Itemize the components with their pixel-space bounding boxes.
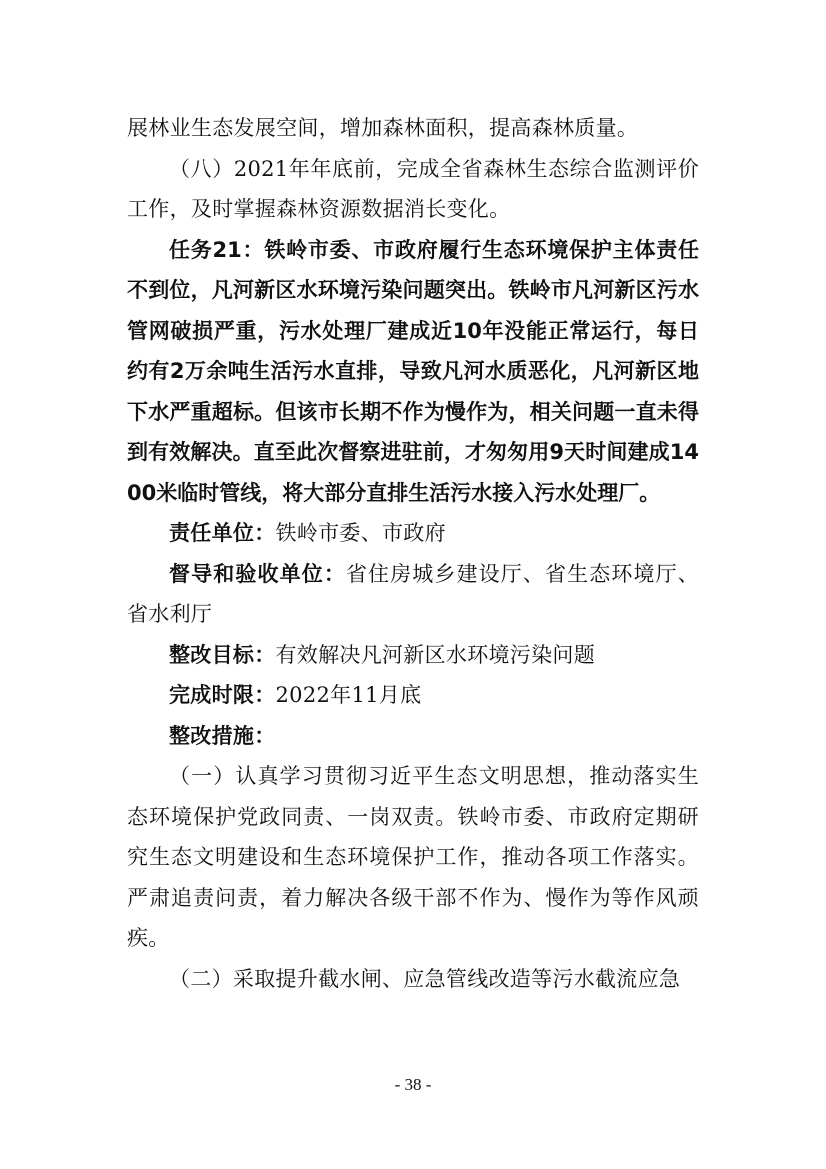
rectification-target-label: 整改目标：: [169, 642, 276, 667]
document-body: [127, 108, 699, 999]
rectification-measures: [127, 716, 699, 757]
responsible-unit-label: 责任单位：: [169, 521, 276, 545]
paragraph-forest-quality: 展林业生态发展空间，增加森林面积，提高森林质量。: [127, 116, 639, 140]
rectification-target-value: 有效解决凡河新区水环境污染问题: [275, 642, 595, 667]
supervision-unit-label: 督导和验收单位：: [169, 561, 346, 586]
rectification-target: [127, 635, 699, 676]
page-number: - 38 -: [394, 1075, 432, 1094]
paragraph-item-eight: （八）2021年年底前，完成全省森林生态综合监测评价工作，及时掌握森林资源数据消长变化。: [127, 156, 699, 221]
paragraph-task-21: 任务21：铁岭市委、市政府履行生态环境保护主体责任不到位，凡河新区水环境污染问题突出。铁岭市凡河新区污水管网破损严重，污水处理厂建成近10年没能正常运行，每日约有2万余吨生活污水直排，导致凡河水质恶化，凡河新区地下水严重超标。但该市长期不作为慢作为，相关问题一直未得到有效解决。直至此次督察进驻前，才匆匆用9天时间建成1400米临时管线，将大部分直排生活污水接入污水处理厂。: [127, 237, 699, 505]
measure-one: （一）认真学习贯彻习近平生态文明思想，推动落实生态环境保护党政同责、一岗双责。铁岭市委、市政府定期研究生态文明建设和生态环境保护工作，推动各项工作落实。严肃追责问责，着力解决各级干部不作为、慢作为等作风顽疾。: [127, 764, 699, 950]
supervision-unit-value: 省住房城乡建设厅、省生态环境厅、省水利厅: [127, 561, 699, 626]
supervision-unit: [127, 554, 699, 635]
responsible-unit-value: 铁岭市委、市政府: [275, 521, 446, 545]
responsible-unit: [127, 513, 699, 554]
completion-deadline: [127, 675, 699, 716]
measure-two: （二）采取提升截水闸、应急管线改造等污水截流应急: [169, 966, 681, 991]
completion-deadline-label: 完成时限：: [169, 683, 276, 707]
rectification-measures-label: 整改措施：: [169, 723, 276, 748]
completion-deadline-value: 2022年11月底: [275, 683, 422, 707]
